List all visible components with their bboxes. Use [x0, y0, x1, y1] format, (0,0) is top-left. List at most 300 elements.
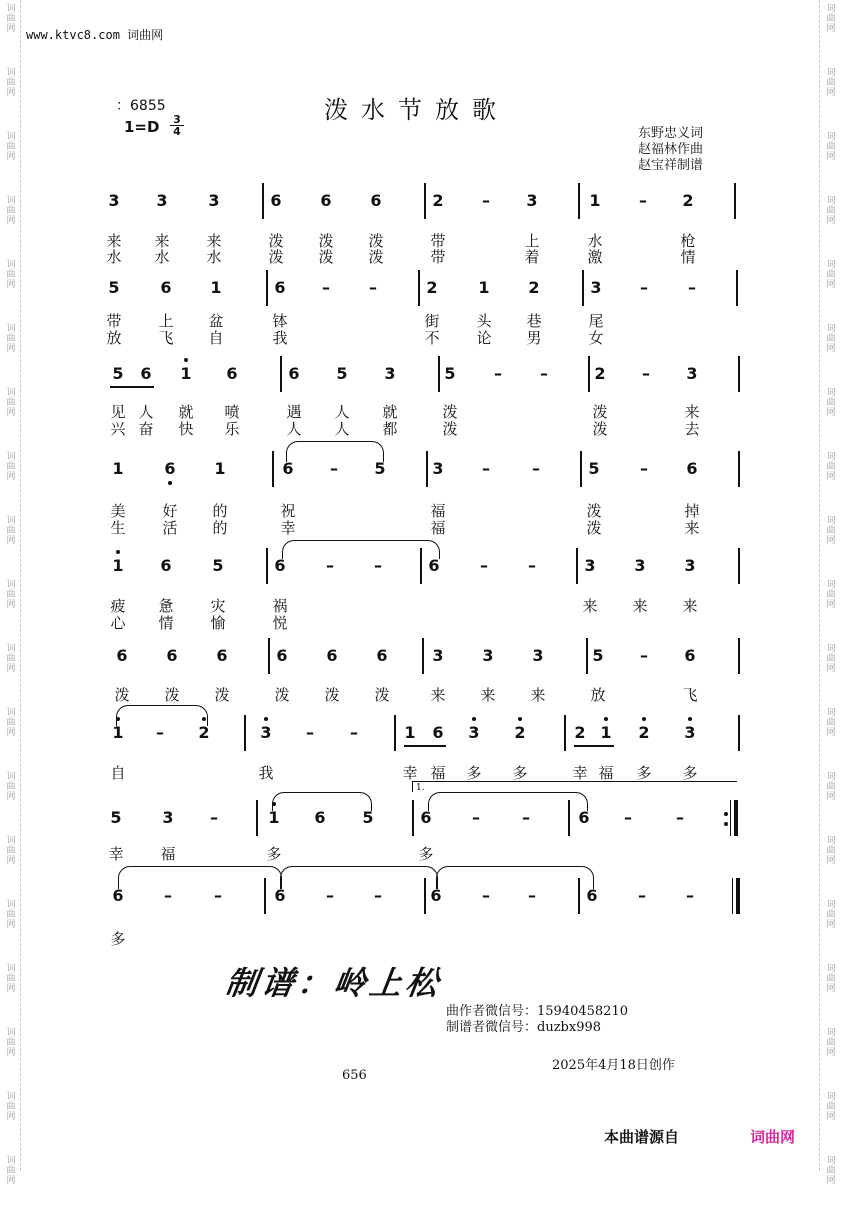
note: 5 [336, 364, 348, 383]
note: 3 [162, 808, 174, 827]
watermark-glyph: 词 [826, 1092, 836, 1102]
note: 6 [326, 646, 338, 665]
note: – [639, 191, 647, 210]
watermark-glyph: 词 [826, 516, 836, 526]
note: 5 [110, 808, 122, 827]
note: 5 [374, 459, 386, 478]
watermark-group [824, 320, 838, 384]
barline [394, 715, 396, 751]
watermark-glyph: 网 [826, 88, 836, 98]
note: 3 [482, 646, 494, 665]
note: – [532, 459, 540, 478]
watermark-glyph: 网 [826, 152, 836, 162]
note: 6 [140, 364, 152, 383]
source-label: 本曲谱源自 [604, 1128, 680, 1146]
lyric-verse-1: 头 [476, 312, 492, 330]
lyric-verse-1: 来 [154, 232, 170, 250]
lyric-verse-1: 来 [582, 597, 598, 615]
watermark-glyph: 网 [826, 984, 836, 994]
watermark-glyph: 词 [6, 1028, 16, 1038]
watermark-glyph: 网 [826, 24, 836, 34]
note: 3 [684, 723, 696, 742]
lyric-verse-2: 奋 [138, 420, 154, 438]
lyric-verse-2: 乐 [224, 420, 240, 438]
note: – [480, 556, 488, 575]
repeat-thin-bar [730, 800, 731, 836]
lyric-verse-1: 我 [258, 764, 274, 782]
note: 3 [468, 723, 480, 742]
lyric-verse-2: 自 [208, 329, 224, 347]
barline [438, 356, 440, 392]
barline [738, 451, 740, 487]
barline [262, 183, 264, 219]
watermark-glyph: 网 [6, 472, 16, 482]
note: 6 [586, 886, 598, 905]
watermark-glyph: 词 [6, 1092, 16, 1102]
watermark-glyph: 词 [6, 132, 16, 142]
watermark-glyph: 词 [826, 580, 836, 590]
watermark-glyph: 曲 [6, 1038, 16, 1048]
note: 1 [112, 723, 124, 742]
barline [244, 715, 246, 751]
lyric-verse-2: 带 [430, 248, 446, 266]
lyric-verse-1: 放 [590, 686, 606, 704]
lyric-verse-1: 多 [418, 845, 434, 863]
lyric-verse-1: 水 [587, 232, 603, 250]
watermark-glyph: 词 [6, 708, 16, 718]
watermark-glyph: 网 [6, 536, 16, 546]
high-octave-dot [472, 717, 476, 721]
watermark-glyph: 曲 [6, 1102, 16, 1112]
repeat-dot [724, 812, 728, 816]
note: – [522, 808, 530, 827]
lyric-verse-2: 女 [588, 329, 604, 347]
lyric-verse-1: 多 [682, 764, 698, 782]
watermark-glyph: 网 [6, 88, 16, 98]
lyric-verse-1: 泼 [442, 403, 458, 421]
note: 6 [288, 364, 300, 383]
watermark-glyph: 曲 [826, 270, 836, 280]
watermark-glyph: 网 [6, 728, 16, 738]
lyric-verse-2: 泼 [592, 420, 608, 438]
volta-label: 1. [416, 783, 425, 793]
barline [412, 800, 414, 836]
note: 6 [420, 808, 432, 827]
watermark-group [4, 320, 18, 384]
lyric-verse-2: 的 [212, 519, 228, 537]
watermark-glyph: 词 [826, 708, 836, 718]
watermark-glyph: 词 [826, 644, 836, 654]
site-url: www.ktvc8.com 词曲网 [26, 28, 164, 42]
lyric-verse-1: 好 [162, 502, 178, 520]
watermark-glyph: 词 [6, 196, 16, 206]
watermark-group [824, 64, 838, 128]
lyric-verse-2: 去 [684, 420, 700, 438]
barline [738, 548, 740, 584]
note: 3 [526, 191, 538, 210]
note: 6 [274, 556, 286, 575]
lyric-verse-2: 水 [206, 248, 222, 266]
watermark-glyph: 词 [6, 452, 16, 462]
watermark-glyph: 网 [6, 1176, 16, 1186]
slur-tie [272, 792, 372, 811]
lyric-verse-1: 来 [430, 686, 446, 704]
barline [738, 356, 740, 392]
watermark-glyph: 词 [6, 964, 16, 974]
slur-tie [118, 866, 282, 889]
notator-credit: 赵宝祥制谱 [638, 158, 704, 173]
lyric-verse-2: 泼 [442, 420, 458, 438]
watermark-group [4, 256, 18, 320]
lyric-verse-2: 着 [524, 248, 540, 266]
beam-underline [574, 745, 614, 747]
lyric-verse-1: 钵 [272, 312, 288, 330]
lyric-verse-1: 福 [430, 764, 446, 782]
note: 6 [432, 723, 444, 742]
watermark-glyph: 网 [6, 600, 16, 610]
lyricist-credit: 东野忠义词 [638, 126, 704, 141]
barline [580, 451, 582, 487]
watermark-group [824, 128, 838, 192]
watermark-glyph: 曲 [6, 462, 16, 472]
watermark-glyph: 词 [826, 772, 836, 782]
watermark-group [4, 512, 18, 576]
note: 6 [112, 886, 124, 905]
watermark-glyph: 网 [6, 856, 16, 866]
watermark-glyph: 网 [6, 152, 16, 162]
note: 3 [686, 364, 698, 383]
repeat-thick-bar [734, 800, 738, 836]
watermark-group [824, 640, 838, 704]
note: 6 [314, 808, 326, 827]
repeat-dot [724, 822, 728, 826]
watermark-glyph: 网 [826, 472, 836, 482]
lyric-verse-1: 泼 [374, 686, 390, 704]
barline [576, 548, 578, 584]
watermark-glyph: 网 [826, 600, 836, 610]
note: – [640, 646, 648, 665]
watermark-group [824, 704, 838, 768]
note: – [322, 278, 330, 297]
note: 6 [216, 646, 228, 665]
watermark-glyph: 网 [6, 1112, 16, 1122]
watermark-group [4, 384, 18, 448]
watermark-glyph: 网 [6, 344, 16, 354]
note: 2 [682, 191, 694, 210]
note: 3 [590, 278, 602, 297]
note: – [482, 886, 490, 905]
lyric-verse-1: 泼 [586, 502, 602, 520]
note: 2 [574, 723, 586, 742]
note: 6 [578, 808, 590, 827]
note: 6 [226, 364, 238, 383]
watermark-group [4, 832, 18, 896]
lyric-verse-1: 多 [110, 930, 126, 948]
note: 1 [404, 723, 416, 742]
note: 5 [212, 556, 224, 575]
beam-underline [110, 386, 154, 388]
barline [738, 715, 740, 751]
watermark-glyph: 词 [6, 4, 16, 14]
song-code: ：6855 [116, 98, 166, 114]
watermark-glyph: 网 [6, 216, 16, 226]
note: 1 [180, 364, 192, 383]
note: 6 [274, 886, 286, 905]
note: – [210, 808, 218, 827]
watermark-group [4, 704, 18, 768]
barline [418, 270, 420, 306]
lyric-verse-2: 愉 [210, 614, 226, 632]
lyric-verse-1: 多 [512, 764, 528, 782]
watermark-glyph: 曲 [6, 910, 16, 920]
note: 3 [584, 556, 596, 575]
note: 6 [376, 646, 388, 665]
note: 5 [112, 364, 124, 383]
watermark-glyph: 网 [826, 1048, 836, 1058]
lyric-verse-2: 放 [106, 329, 122, 347]
barline [738, 638, 740, 674]
note: 3 [532, 646, 544, 665]
watermark-glyph: 曲 [826, 782, 836, 792]
watermark-glyph: 词 [6, 516, 16, 526]
lyric-verse-2: 幸 [280, 519, 296, 537]
high-octave-dot [642, 717, 646, 721]
notator-signature: 制谱：岭上松 [223, 964, 445, 1002]
final-thin-bar [732, 878, 733, 914]
note: – [330, 459, 338, 478]
watermark-glyph: 网 [6, 1048, 16, 1058]
note: – [676, 808, 684, 827]
note: – [326, 886, 334, 905]
note: – [494, 364, 502, 383]
note: 6 [116, 646, 128, 665]
high-octave-dot [264, 717, 268, 721]
barline [422, 638, 424, 674]
barline [586, 638, 588, 674]
note: 1 [478, 278, 490, 297]
note: 3 [634, 556, 646, 575]
high-octave-dot [184, 358, 188, 362]
watermark-glyph: 网 [826, 728, 836, 738]
watermark-glyph: 网 [6, 24, 16, 34]
lyric-verse-2: 生 [110, 519, 126, 537]
note: 5 [362, 808, 374, 827]
note: 6 [684, 646, 696, 665]
barline [256, 800, 258, 836]
lyric-verse-2: 情 [680, 248, 696, 266]
lyric-verse-1: 幸 [402, 764, 418, 782]
note: 3 [208, 191, 220, 210]
watermark-glyph: 词 [826, 1028, 836, 1038]
watermark-glyph: 词 [826, 900, 836, 910]
note: – [214, 886, 222, 905]
watermark-glyph: 曲 [826, 590, 836, 600]
barline [268, 638, 270, 674]
left-watermark-strip [4, 0, 18, 1186]
watermark-glyph: 网 [826, 216, 836, 226]
watermark-group [4, 768, 18, 832]
watermark-glyph: 曲 [826, 78, 836, 88]
watermark-glyph: 曲 [6, 142, 16, 152]
watermark-glyph: 网 [826, 920, 836, 930]
watermark-glyph: 词 [826, 260, 836, 270]
note: 5 [588, 459, 600, 478]
time-signature [170, 114, 184, 137]
barline [582, 270, 584, 306]
watermark-glyph: 词 [826, 132, 836, 142]
watermark-glyph: 词 [6, 772, 16, 782]
barline [736, 270, 738, 306]
watermark-glyph: 曲 [6, 270, 16, 280]
watermark-glyph: 曲 [6, 782, 16, 792]
watermark-group [824, 1152, 838, 1216]
watermark-glyph: 词 [826, 388, 836, 398]
watermark-glyph: 词 [6, 580, 16, 590]
watermark-glyph: 曲 [6, 78, 16, 88]
key-signature: 1=D [124, 118, 160, 136]
lyric-verse-1: 上 [524, 232, 540, 250]
meter-top: 3 [170, 114, 184, 126]
watermark-glyph: 词 [6, 260, 16, 270]
brand-link[interactable]: 词曲网 [750, 1128, 796, 1146]
credits [638, 126, 703, 174]
watermark-group [824, 768, 838, 832]
note: 1 [600, 723, 612, 742]
lyric-verse-1: 掉 [684, 502, 700, 520]
note: – [540, 364, 548, 383]
note: 1 [112, 556, 124, 575]
low-octave-dot [168, 481, 172, 485]
watermark-glyph: 网 [6, 792, 16, 802]
note: – [686, 886, 694, 905]
note: 2 [198, 723, 210, 742]
watermark-group [4, 1088, 18, 1152]
right-watermark-strip [824, 0, 838, 1186]
lyric-verse-1: 的 [212, 502, 228, 520]
watermark-glyph: 曲 [826, 1166, 836, 1176]
watermark-glyph: 词 [826, 68, 836, 78]
note: 6 [282, 459, 294, 478]
lyric-verse-1: 福 [160, 845, 176, 863]
lyric-verse-1: 美 [110, 502, 126, 520]
lyric-verse-1: 泼 [592, 403, 608, 421]
notator-wechat: 制谱者微信号：duzbx998 [446, 1020, 602, 1035]
lyric-verse-1: 多 [266, 845, 282, 863]
watermark-group [824, 832, 838, 896]
watermark-glyph: 曲 [826, 142, 836, 152]
lyric-verse-1: 带 [106, 312, 122, 330]
note: 6 [370, 191, 382, 210]
watermark-glyph: 曲 [6, 14, 16, 24]
high-octave-dot [688, 717, 692, 721]
lyric-verse-1: 泼 [368, 232, 384, 250]
volta-bracket [412, 781, 737, 792]
watermark-glyph: 曲 [826, 654, 836, 664]
lyric-verse-1: 祸 [272, 597, 288, 615]
barline [734, 183, 736, 219]
note: – [156, 723, 164, 742]
watermark-glyph: 网 [826, 856, 836, 866]
slur-tie [428, 792, 588, 811]
final-thick-bar [736, 878, 740, 914]
lyric-verse-1: 见 [110, 403, 126, 421]
watermark-glyph: 词 [6, 900, 16, 910]
lyric-verse-1: 泼 [214, 686, 230, 704]
lyric-verse-1: 就 [178, 403, 194, 421]
lyric-verse-1: 上 [158, 312, 174, 330]
note: 6 [164, 459, 176, 478]
watermark-group [4, 960, 18, 1024]
lyric-verse-1: 福 [430, 502, 446, 520]
song-title: 泼水节放歌 [324, 96, 509, 124]
watermark-glyph: 曲 [826, 1102, 836, 1112]
lyric-verse-1: 多 [466, 764, 482, 782]
watermark-group [824, 1088, 838, 1152]
lyric-verse-2: 人 [286, 420, 302, 438]
lyric-verse-2: 不 [424, 329, 440, 347]
watermark-group [824, 960, 838, 1024]
lyric-verse-2: 飞 [158, 329, 174, 347]
barline [266, 548, 268, 584]
watermark-glyph: 曲 [6, 398, 16, 408]
watermark-glyph: 网 [826, 1112, 836, 1122]
watermark-group [4, 1152, 18, 1216]
watermark-group [824, 0, 838, 64]
watermark-glyph: 词 [826, 964, 836, 974]
note: 6 [686, 459, 698, 478]
lyric-verse-2: 泼 [368, 248, 384, 266]
watermark-glyph: 曲 [6, 1166, 16, 1176]
watermark-group [824, 576, 838, 640]
note: – [374, 556, 382, 575]
page-number: 656 [342, 1068, 367, 1083]
note: 1 [589, 191, 601, 210]
note: 3 [384, 364, 396, 383]
note: 3 [108, 191, 120, 210]
watermark-group [824, 1024, 838, 1088]
barline [578, 183, 580, 219]
meter-bottom: 4 [173, 125, 181, 138]
note: 3 [156, 191, 168, 210]
note: – [642, 364, 650, 383]
right-dashed-border [819, 0, 820, 1171]
lyric-verse-2: 情 [158, 614, 174, 632]
note: 2 [528, 278, 540, 297]
note: 3 [684, 556, 696, 575]
watermark-glyph: 曲 [826, 846, 836, 856]
watermark-glyph: 词 [6, 1156, 16, 1166]
contact-info [446, 1004, 628, 1036]
lyric-verse-2: 兴 [110, 420, 126, 438]
watermark-glyph: 词 [826, 324, 836, 334]
watermark-glyph: 曲 [826, 1038, 836, 1048]
watermark-group [824, 512, 838, 576]
watermark-glyph: 曲 [826, 526, 836, 536]
lyric-verse-2: 活 [162, 519, 178, 537]
note: 1 [268, 808, 280, 827]
note: – [374, 886, 382, 905]
lyric-verse-1: 带 [430, 232, 446, 250]
note: 6 [320, 191, 332, 210]
note: 3 [260, 723, 272, 742]
watermark-glyph: 曲 [6, 846, 16, 856]
watermark-group [824, 384, 838, 448]
note: – [688, 278, 696, 297]
lyric-verse-1: 来 [206, 232, 222, 250]
note: 3 [432, 646, 444, 665]
watermark-group [824, 896, 838, 960]
note: 5 [592, 646, 604, 665]
